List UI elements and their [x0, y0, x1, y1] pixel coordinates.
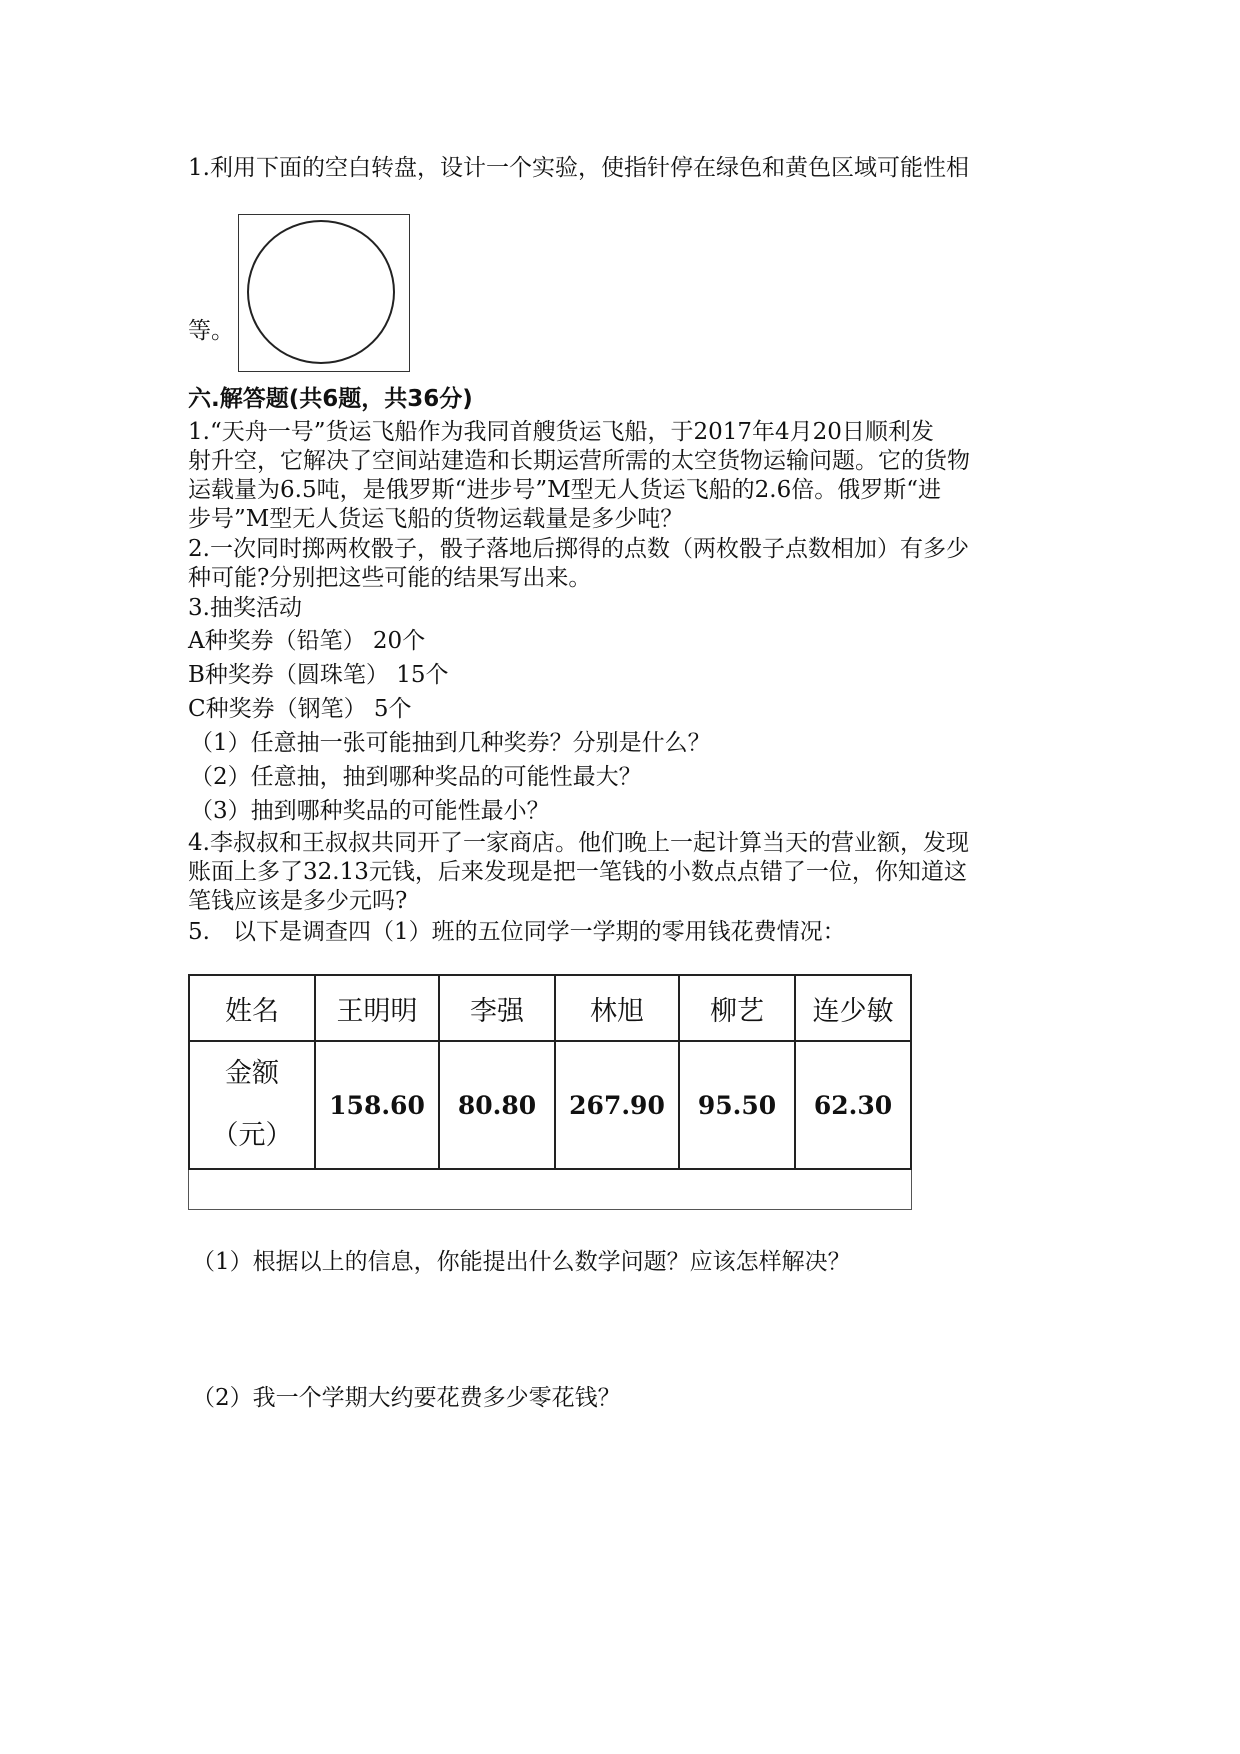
q1-line: 射升空，它解决了空间站建造和长期运营所需的太空货物运输问题。它的货物 — [188, 448, 970, 474]
spinner-box — [238, 214, 410, 372]
name-cell: 连少敏 — [795, 975, 911, 1041]
q4-line: 4.李叔叔和王叔叔共同开了一家商店。他们晚上一起计算当天的营业额，发现 — [188, 830, 969, 856]
q3-sub: （1）任意抽一张可能抽到几种奖券？分别是什么？ — [190, 730, 711, 756]
name-cell: 王明明 — [315, 975, 439, 1041]
q3-item: A种奖券（铅笔） 20个 — [188, 628, 426, 654]
q3-title: 3.抽奖活动 — [188, 595, 302, 621]
spinner-question-line1: 1.利用下面的空白转盘，设计一个实验，使指针停在绿色和黄色区域可能性相 — [188, 155, 969, 181]
q3-sub: （2）任意抽，抽到哪种奖品的可能性最大？ — [190, 764, 642, 790]
q3-sub: （3）抽到哪种奖品的可能性最小？ — [190, 798, 550, 824]
q1-line: 1.“天舟一号”货运飞船作为我同首艘货运飞船，于2017年4月20日顺利发 — [188, 419, 934, 445]
name-cell: 柳艺 — [679, 975, 795, 1041]
name-cell: 李强 — [439, 975, 555, 1041]
name-label-cell: 姓名 — [189, 975, 315, 1041]
amount-cell: 267.90 — [555, 1041, 679, 1169]
section-heading: 六.解答题(共6题，共36分) — [188, 386, 473, 412]
amount-cell: 95.50 — [679, 1041, 795, 1169]
q5-intro: 5. 以下是调查四（1）班的五位同学一学期的零用钱花费情况： — [188, 919, 846, 945]
table-amount-row — [189, 1041, 911, 1169]
amount-cell: 158.60 — [315, 1041, 439, 1169]
name-cell: 林旭 — [555, 975, 679, 1041]
spinner-question-line2: 等。 — [188, 318, 234, 344]
q1-line: 运载量为6.5吨，是俄罗斯“进步号”M型无人货运飞船的2.6倍。俄罗斯“进 — [188, 477, 941, 503]
q3-item: C种奖券（钢笔） 5个 — [188, 696, 412, 722]
amount-label-line2: （元） — [211, 1120, 293, 1151]
blank-spinner-circle — [247, 220, 395, 364]
q5-sub2: （2）我一个学期大约要花费多少零花钱？ — [192, 1385, 621, 1411]
q2-line: 2.一次同时掷两枚骰子，骰子落地后掷得的点数（两枚骰子点数相加）有多少 — [188, 536, 969, 562]
amount-cell: 80.80 — [439, 1041, 555, 1169]
q4-line: 笔钱应该是多少元吗? — [188, 888, 408, 914]
amount-label-line1: 金额 — [225, 1058, 279, 1089]
amount-cell: 62.30 — [795, 1041, 911, 1169]
q4-line: 账面上多了32.13元钱，后来发现是把一笔钱的小数点点错了一位，你知道这 — [188, 859, 967, 885]
q5-sub1: （1）根据以上的信息，你能提出什么数学问题？应该怎样解决？ — [192, 1249, 851, 1275]
q1-line: 步号”M型无人货运飞船的货物运载量是多少吨？ — [188, 506, 684, 532]
q2-line: 种可能?分别把这些可能的结果写出来。 — [188, 565, 592, 591]
allowance-table — [188, 974, 912, 1170]
q3-item: B种奖券（圆珠笔） 15个 — [188, 662, 449, 688]
amount-label-cell — [189, 1041, 315, 1169]
table-header-row — [189, 975, 911, 1041]
